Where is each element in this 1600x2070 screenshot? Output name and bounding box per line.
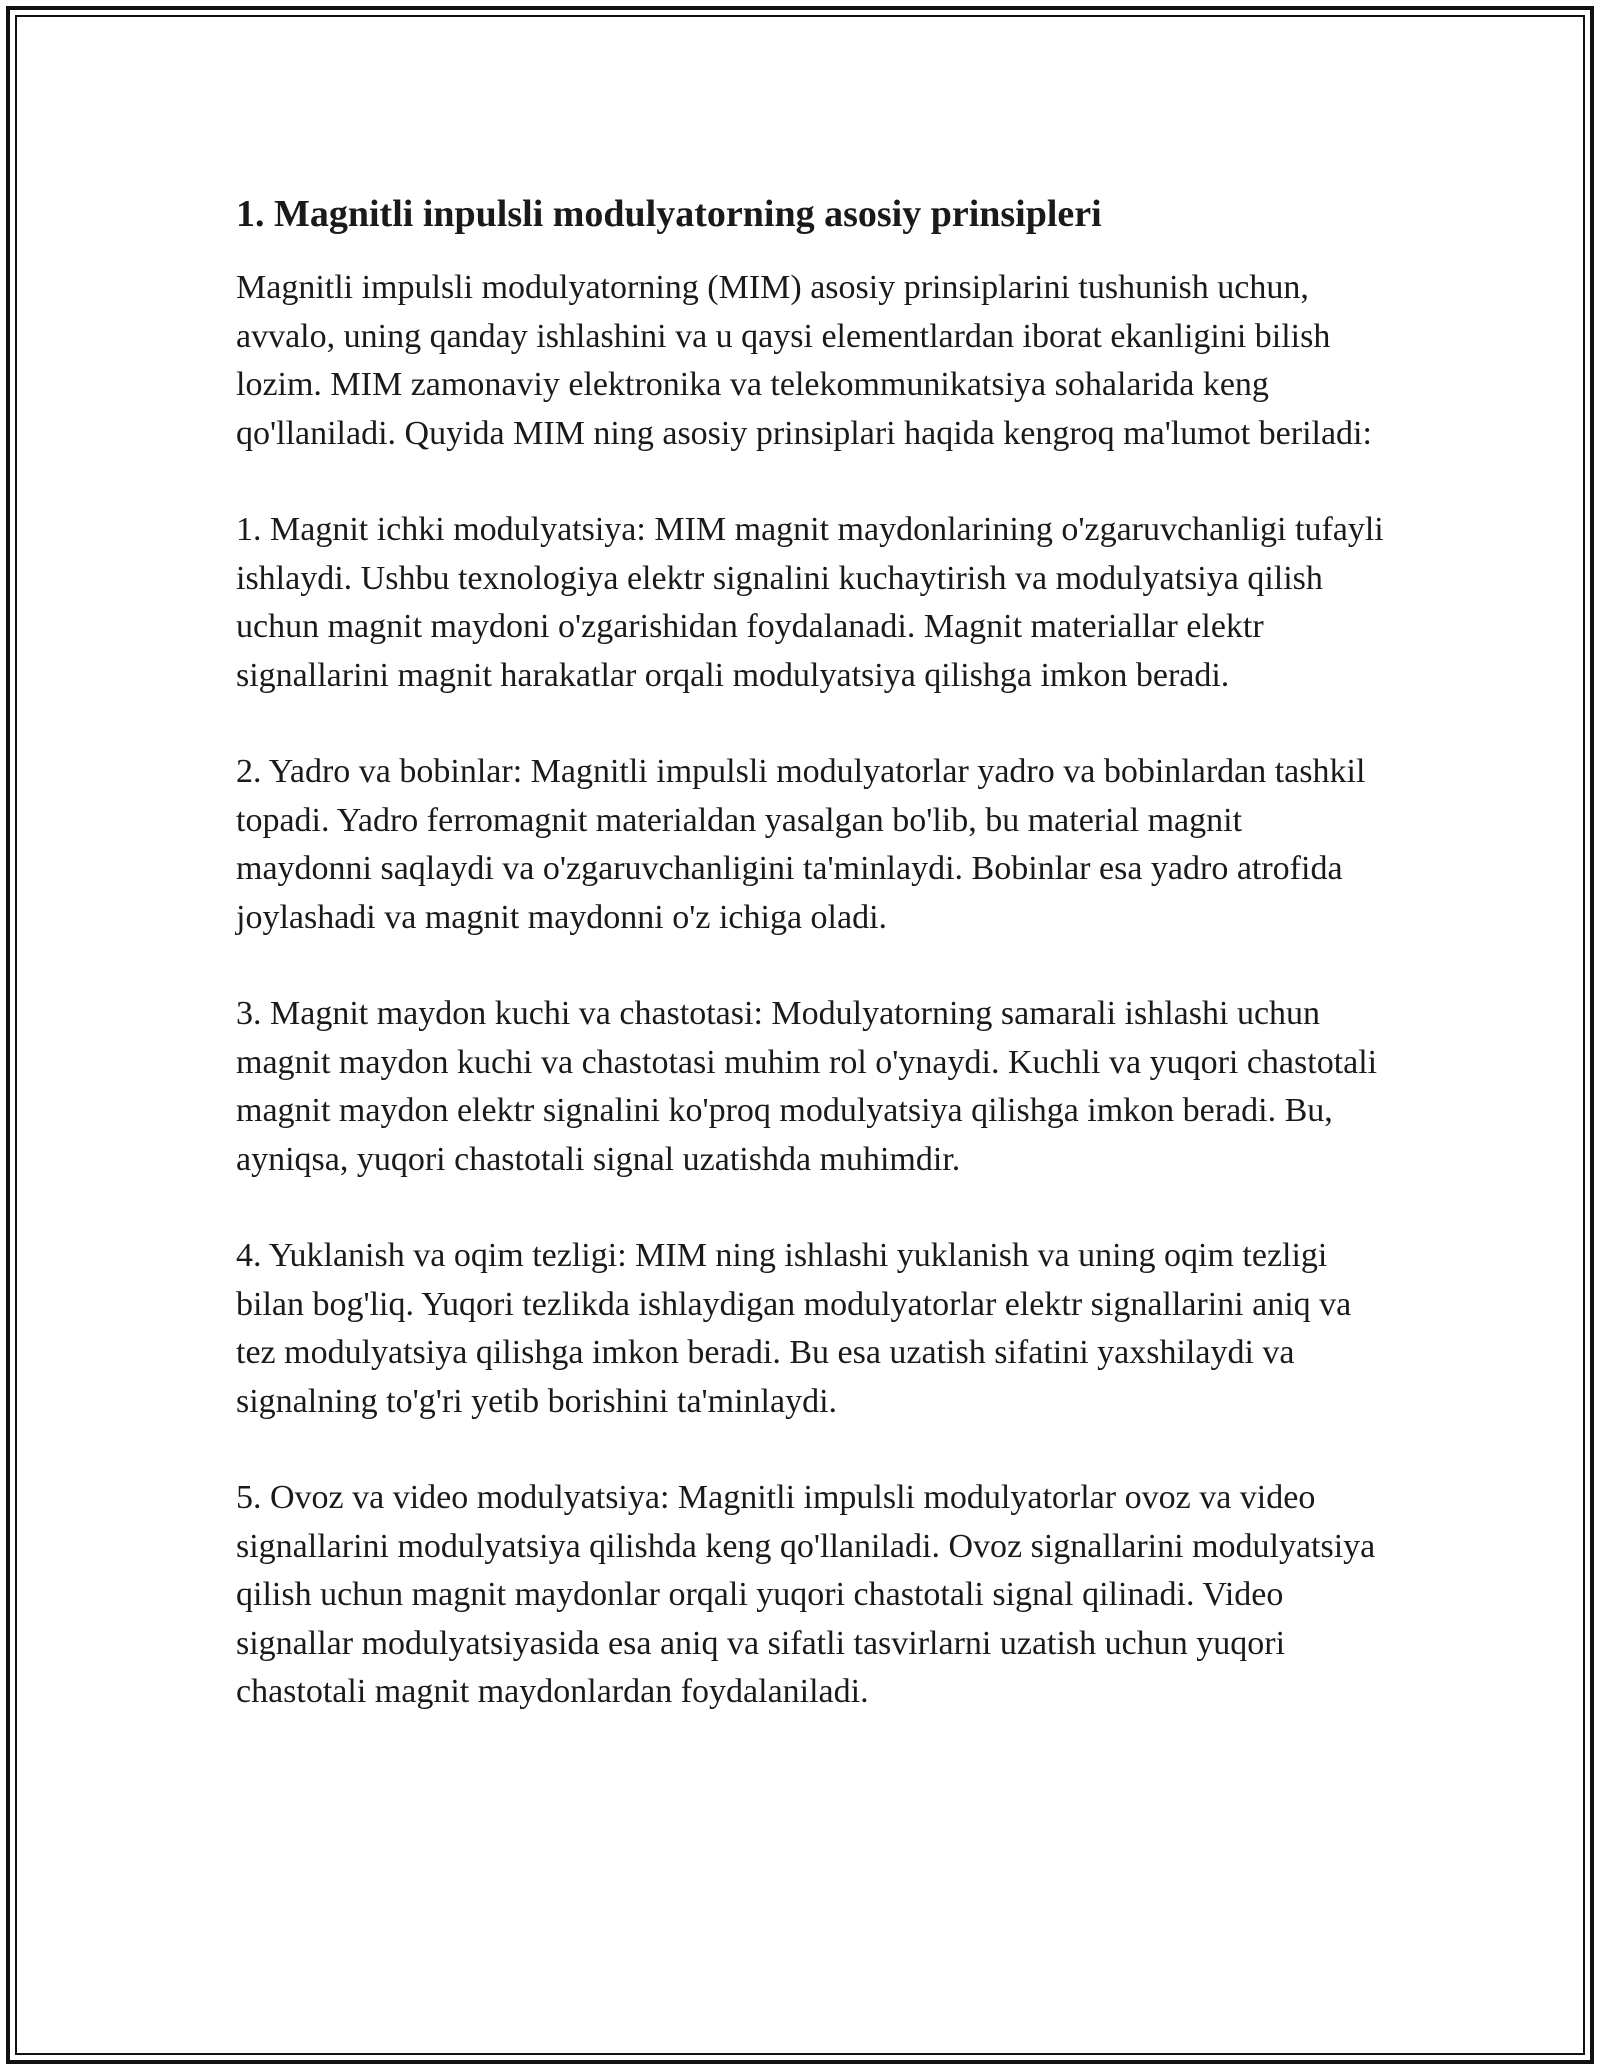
principle-2-paragraph: 2. Yadro va bobinlar: Magnitli impulsli modulyatorlar yadro va bobinlardan tashkil topadi. Yadro ferromagnit materialdan yasalgan bo'lib, bu material magnit maydonni saqlaydi va o'zgaruvchanligini ta'minlaydi. Bobinlar esa yadro atrofida joylashadi va magnit maydonni o'z ichiga oladi.	[236, 753, 1366, 936]
principle-5-paragraph: 5. Ovoz va video modulyatsiya: Magnitli impulsli modulyatorlar ovoz va video signallarini modulyatsiya qilishda keng qo'llaniladi. Ovoz signallarini modulyatsiya qilish uchun magnit maydonlar orqali yuqori chastotali signal qilinadi. Video signallar modulyatsiyasida esa aniq va sifatli tasvirlarni uzatish uchun yuqori chastotali magnit maydonlardan foydalaniladi.	[236, 1479, 1376, 1710]
section-heading: 1. Magnitli inpulsli modulyatorning asosiy prinsipleri	[236, 193, 1102, 235]
principle-4-paragraph: 4. Yuklanish va oqim tezligi: MIM ning ishlashi yuklanish va uning oqim tezligi bilan bog'liq. Yuqori tezlikda ishlaydigan modulyatorlar elektr signallarini aniq va tez modulyatsiya qilishga imkon beradi. Bu esa uzatish sifatini yaxshilaydi va signalning to'g'ri yetib borishini ta'minlaydi.	[236, 1237, 1352, 1420]
principle-1-paragraph: 1. Magnit ichki modulyatsiya: MIM magnit maydonlarining o'zgaruvchanligi tufayli ishlaydi. Ushbu texnologiya elektr signalini kuchaytirish va modulyatsiya qilish uchun magnit maydoni o'zgarishidan foydalanadi. Magnit materiallar elektr signallarini magnit harakatlar orqali modulyatsiya qilishga imkon beradi.	[236, 511, 1384, 694]
intro-paragraph: Magnitli impulsli modulyatorning (MIM) asosiy prinsiplarini tushunish uchun, avvalo, uning qanday ishlashini va u qaysi elementlardan iborat ekanligini bilish lozim. MIM zamonaviy elektronika va telekommunikatsiya sohalarida keng qo'llaniladi. Quyida MIM ning asosiy prinsiplari haqida kengroq ma'lumot beriladi:	[236, 269, 1372, 452]
principle-3-paragraph: 3. Magnit maydon kuchi va chastotasi: Modulyatorning samarali ishlashi uchun magnit maydon kuchi va chastotasi muhim rol o'ynaydi. Kuchli va yuqori chastotali magnit maydon elektr signalini ko'proq modulyatsiya qilishga imkon beradi. Bu, ayniqsa, yuqori chastotali signal uzatishda muhimdir.	[236, 995, 1378, 1178]
document-body	[236, 186, 1386, 1765]
